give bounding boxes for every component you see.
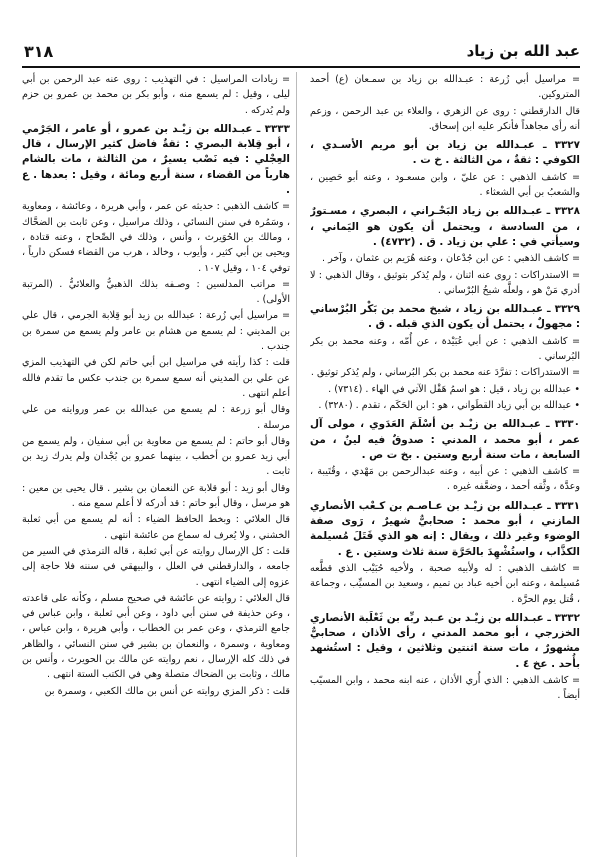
page-number: ٣١٨ [24, 42, 54, 61]
commentary-paragraph: قال العلائي : روايته عن عائشة في صحيح مسلم ، وكأنه على قاعدته ، وعن حذيفة في سنن أبي داود ، وعن أبي ثعلبة ، وابن عباس في جامع الترمذي ، وعن عمر بن الخطاب ، وأبي هريرة ، وابن عباس ، ومعاوية ، وسمرة ، والنعمان بن بشير في سنن النسائي ، والظاهر في ذلك كله الإرسال ، نعم روايته عن مالك بن الحويرث ، وأنس بن مالك ، وثابت بن الضحاك متصلة وهي في الكتب الستة انتهى . [22, 592, 290, 681]
page-header [22, 38, 580, 68]
commentary-paragraph: = كاشف الذهبي : عن عليّ ، وابن مسعـود ، وعنه أبو حَصِين ، والشعبُ بن أبي الشعثاء . [310, 171, 580, 199]
commentary-paragraph: = الاستدراكات : تفرَّدَ عنه محمد بن بكر البُرساني ، ولم يُذكر توثيق . [310, 367, 580, 379]
commentary-paragraph: قال الدارقطني : روى عن الزهري ، والعلاء بن عبد الرحمن ، وزعم أنه رأى مجاهداً فأنكر عليه ابن إسحاق. [310, 105, 580, 132]
commentary-paragraph: وقال أبو زرعة : لم يسمع من عبدالله بن عمر وروايته من علي مرسلة . [22, 404, 290, 431]
commentary-paragraph: قال العلائي : وبخط الحافظ الضياء : أنه لم يسمع من أبي ثعلبة الخشني ، ولا يُعرف له سماع من عائشة انتهى . [22, 514, 290, 541]
commentary-paragraph: = كاشف الذهبي : عن أبي عُبَيْدة ، عن أُمّه ، وعنه محمد بن بكر البُرساني . [310, 335, 580, 363]
commentary-paragraph: = كاشف الذهبي : له ولأبيه صحبة ، ولأخيه حُبَيْب الذي قطَّعه مُسيلمة ، وعنه ابن أخيه عباد بن تميم ، وسعيد بن المسيِّب ، وجماعة ، قُتل يوم الحرَّة . [310, 562, 580, 605]
commentary-paragraph: قلت : كذا رأيته في مراسيل ابن أبي حاتم لكن في التهذيب المزي عن علي بن المديني أنه سمع سمرة بن جندب عكس ما تقدم فالله أعلم انتهى . [22, 357, 290, 399]
biography-entry-heading: ٣٣٢٨ ـ عبـدالله بن زياد البَحْـراني ، البصري ، مسـتورٌ ، من السادسة ، ويحتمل أن يكون هو اليَماني ، وسيأتي في : علي بن زياد . ق . (٤٧٣٢) . [310, 205, 580, 248]
commentary-paragraph: = كاشف الذهبي : الذي أُري الأذان ، عنه ابنه محمد ، وابن المسيّب أيضاً . [310, 674, 580, 702]
commentary-paragraph: = مراسيل أبي زُرعة : عبدالله بن زيد أبو قِلابة الجرمي ، قال علي بن المديني : لم يسمع من هشام بن عامر ولم يسمع من سمرة بن جندب . [22, 310, 290, 353]
left-column [22, 72, 290, 862]
commentary-paragraph: • عبدالله بن أبي زياد القطَواني ، هو : ابن الحَكَم ، تقدم . (٣٢٨٠) . [318, 399, 580, 411]
commentary-paragraph: وقال أبو حاتم : لم يسمع من معاوية بن أبي سفيان ، ولم يسمع من أبي زيد عمرو بن أخطب ، بينهما عمرو بن بُجْدان ولم يدرك زيد بن ثابت . [22, 435, 290, 478]
commentary-paragraph: = الاستدراكات : روى عنه اثنان ، ولم يُذكر بتوثيق ، وقال الذهبي : لا أدري مَنْ هو ، ولعلَّه شيخُ البُرْساني . [310, 269, 580, 296]
commentary-paragraph: = مراتب المدلسين : وصـفه بذلك الذهبيُّ والعلائيُّ . (المرتبة الأولى) . [22, 278, 290, 306]
biography-entry-heading: ٣٣٣٢ ـ عبـدالله بن زيْـد بن عـبد ربِّه بن ثَعْلَبة الأنصاري الخزرجي ، أبو محمد المدني ، رأى الأذان ، صحابيٌّ مشهورٌ ، مات سنة اثنتين وثلاثين ، وقيل : استُشهد بأُحد . عخ ٤ . [310, 611, 580, 670]
right-column [310, 72, 580, 862]
commentary-paragraph: • عبدالله بن زياد ، قيل : هو اسمُ هَقْل الآتي في الهاء . (٧٣١٤) . [328, 383, 580, 395]
biography-entry-heading: ٣٣٣٠ ـ عبـدالله بن زيْـد بن أسْلَمَ العَدَوي ، مولى آل عمر ، أبو محمد ، المدني : صدوقٌ فيه لينٌ ، من السابعة ، مات سنة أربع وستين . بخ ت ص . [310, 418, 580, 461]
column-divider [296, 72, 297, 857]
commentary-paragraph: قلت : كل الإرسال روايته عن أبي ثعلبة ، قاله الترمذي في السير من جامعه ، والدارقطني في العلل ، والبيهقي في سننه فلا حاجة إلى عزوه إلى الضياء انتهى . [22, 545, 290, 588]
biography-entry-heading: ٣٣٣٣ ـ عبـدالله بن زيْـد بن عمرو ، أو عامر ، الجَرْمي ، أبو قِلابة البصري : ثقةٌ فاضل كثير الإرسال ، قال العِجْلي : فيه نَصْب يسيرٌ ، من الثالثة ، مات بالشام هارباً من القضاء ، سنة أربع ومائة ، وقيل : بعدها . ع . [22, 122, 290, 197]
commentary-paragraph: = كاشف الذهبي : حديثه عن عمر ، وأبي هريرة ، وعائشة ، ومعاوية ، وسَمُرة في سنن النسائي ، وذلك مراسيل ، وعن ثابت بن الضحَّاك ، ومالك بن الحُوَيرث ، وأنس ، وذلك في الصِّحاح ، وعنه قتادة ، ويحيى بن أبي كثير ، وأيوب ، وخالد ، هرب من القضاء فسكن دارياً ، توفي ١٠٤ ، وقيل ١٠٧ . [22, 201, 290, 274]
running-title: عبد الله بن زياد [466, 42, 580, 60]
commentary-paragraph: = مراسيل أبي زُرعة : عبـدالله بن زياد بن سمـعان (ع) أحمد المتروكين. [310, 74, 580, 101]
commentary-paragraph: وقال أبو زيد : أبو قلابة عن النعمان بن بشير . قال يحيى بن معين : هو مرسل ، وقال أبو حاتم : قد أدركه لا أعلم سمع منه . [22, 482, 290, 510]
biography-entry-heading: ٣٣٣١ ـ عبـدالله بن زيْـد بن عـاصـم بن كـعْب الأنصاري المازني ، أبو محمد : صحابيٌّ شهيرٌ ، رَوى صفة الوضوء وغير ذلك ، ويقال : إنه هو الذي قَتَلَ مُسيلمة الكذَّاب ، واستُشْهِدَ بالحَرَّة سنة ثلاث وستين . ع . [310, 499, 580, 558]
biography-entry-heading: ٣٣٢٩ ـ عبـدالله بن زياد ، شيخ محمد بن بَكْر البُرْساني : مجهولٌ ، يحتمل أن يكون الذي قبله . ق . [310, 303, 580, 331]
commentary-paragraph: = كاشف الذهبي : عن ابن جُدْعان ، وعنه هُرَيم بن عثمان ، وآخر . [321, 253, 580, 265]
commentary-paragraph: = كاشف الذهبي : عن أبيه ، وعنه عبدالرحمن بن مَهْدي ، وقُتَيبة ، وعدَّة ، وثَّقه أحمد ، وضعَّفه غيره . [310, 466, 580, 493]
commentary-paragraph: = زيادات المراسيل : في التهذيب : روى عنه عبد الرحمن بن أبي ليلى ، وقيل : لم يسمع منه ، وأبو بكر بن محمد بن عمرو بن حزم ولم يُدركه . [22, 74, 290, 116]
biography-entry-heading: ٣٣٢٧ ـ عبـدالله بن زياد بن أبو مريم الأسـدي ، الكوفي : ثقةٌ ، من الثالثة . خ ت . [310, 139, 580, 167]
commentary-paragraph: قلت : ذكر المزي روايته عن أنس بن مالك الكعبي ، وسمرة بن [44, 685, 290, 697]
